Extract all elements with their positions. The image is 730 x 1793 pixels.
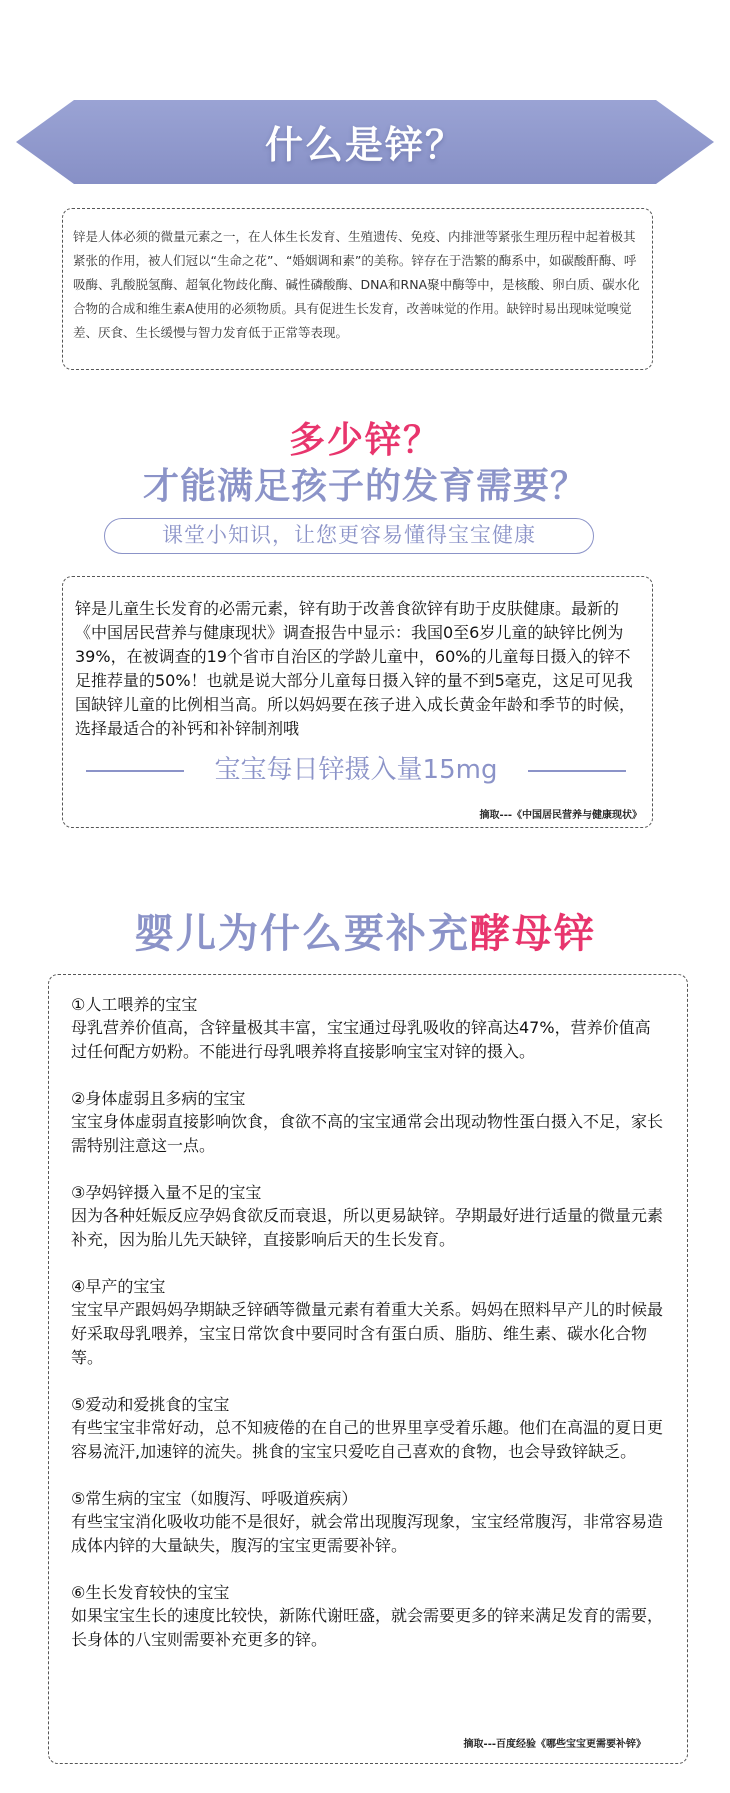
list-item	[71, 1275, 663, 1370]
section2-title-line1: 多少锌？	[288, 420, 441, 461]
list-item	[71, 993, 663, 1064]
daily-intake-text: 宝宝每日锌摄入量15mg	[214, 755, 498, 785]
item-title: ③孕妈锌摄入量不足的宝宝	[71, 1183, 262, 1202]
item-title: ④早产的宝宝	[71, 1277, 166, 1296]
section2-title-line2: 才能满足孩子的发育需要？	[142, 466, 587, 507]
section3-title	[0, 902, 730, 959]
list-item	[71, 1393, 663, 1464]
zinc-need-box	[62, 576, 653, 828]
zinc-need-text: 锌是儿童生长发育的必需元素，锌有助于改善食欲锌有助于皮肤健康。最新的《中国居民营养与健康现状》调查报告中显示：我国0至6岁儿童的缺锌比例为39%，在被调查的19个省市自治区的学龄儿童中，60%的儿童每日摄入的锌不足推荐量的50%！也就是说大部分儿童每日摄入锌的量不到5毫克，这足可见我国缺锌儿童的比例相当高。所以妈妈要在孩子进入成长黄金年龄和季节的时候，选择最适合的补钙和补锌制剂哦	[75, 599, 636, 738]
banner	[16, 100, 714, 184]
source-citation-1: 摘取---《中国居民营养与健康现状》	[479, 810, 642, 821]
knowledge-pill: 课堂小知识，让您更容易懂得宝宝健康	[104, 518, 594, 554]
item-desc: 有些宝宝非常好动，总不知疲倦的在自己的世界里享受着乐趣。他们在高温的夏日更容易流汗,加速锌的流失。挑食的宝宝只爱吃自己喜欢的食物，也会导致锌缺乏。	[71, 1418, 664, 1461]
list-item	[71, 1087, 663, 1158]
list-item	[71, 1181, 663, 1252]
item-desc: 因为各种妊娠反应孕妈食欲反而衰退，所以更易缺锌。孕期最好进行适量的微量元素补充，因为胎儿先天缺锌，直接影响后天的生长发育。	[71, 1206, 664, 1249]
item-desc: 如果宝宝生长的速度比较快，新陈代谢旺盛，就会需要更多的锌来满足发育的需要，长身体的八宝则需要补充更多的锌。	[71, 1606, 664, 1649]
intro-box	[62, 208, 653, 370]
item-title: ②身体虚弱且多病的宝宝	[71, 1089, 246, 1108]
divider-right	[528, 770, 626, 772]
intro-text: 锌是人体必须的微量元素之一，在人体生长发育、生殖遗传、免疫、内排泄等紧张生理历程中起着极其紧张的作用，被人们冠以“生命之花”、“婚姻调和素”的美称。锌存在于浩繁的酶系中，如碳酸酐酶、呼吸酶、乳酸脱氢酶、超氧化物歧化酶、碱性磷酸酶、DNA和RNA聚中酶等中，是核酸、卵白质、碳水化合物的合成和维生素A使用的必须物质。具有促进生长发育，改善味觉的作用。缺锌时易出现味觉嗅觉差、厌食、生长缓慢与智力发育低于正常等表现。	[73, 229, 640, 340]
item-title: ⑤爱动和爱挑食的宝宝	[71, 1395, 230, 1414]
section3-title-accent: 酵母锌	[470, 911, 596, 957]
section3-title-main: 婴儿为什么要补充	[134, 911, 470, 957]
source-citation-2: 摘取---百度经验《哪些宝宝更需要补锌》	[463, 1739, 646, 1750]
banner-title: 什么是锌？	[264, 123, 465, 167]
list-item	[71, 1487, 663, 1558]
item-desc: 宝宝身体虚弱直接影响饮食，食欲不高的宝宝通常会出现动物性蛋白摄入不足，家长需特别注意这一点。	[71, 1112, 664, 1155]
item-title: ①人工喂养的宝宝	[71, 995, 198, 1014]
item-desc: 母乳营养价值高，含锌量极其丰富，宝宝通过母乳吸收的锌高达47%，营养价值高过任何配方奶粉。不能进行母乳喂养将直接影响宝宝对锌的摄入。	[71, 1018, 651, 1061]
item-title: ⑤常生病的宝宝（如腹泻、呼吸道疾病）	[71, 1489, 358, 1508]
list-item	[71, 1581, 663, 1652]
item-desc: 宝宝早产跟妈妈孕期缺乏锌硒等微量元素有着重大关系。妈妈在照料早产儿的时候最好采取母乳喂养，宝宝日常饮食中要同时含有蛋白质、脂肪、维生素、碳水化合物等。	[71, 1300, 664, 1367]
item-desc: 有些宝宝消化吸收功能不是很好，就会常出现腹泻现象，宝宝经常腹泻，非常容易造成体内锌的大量缺失，腹泻的宝宝更需要补锌。	[71, 1512, 664, 1555]
item-title: ⑥生长发育较快的宝宝	[71, 1583, 230, 1602]
daily-intake	[86, 752, 626, 788]
reasons-box	[48, 974, 688, 1764]
